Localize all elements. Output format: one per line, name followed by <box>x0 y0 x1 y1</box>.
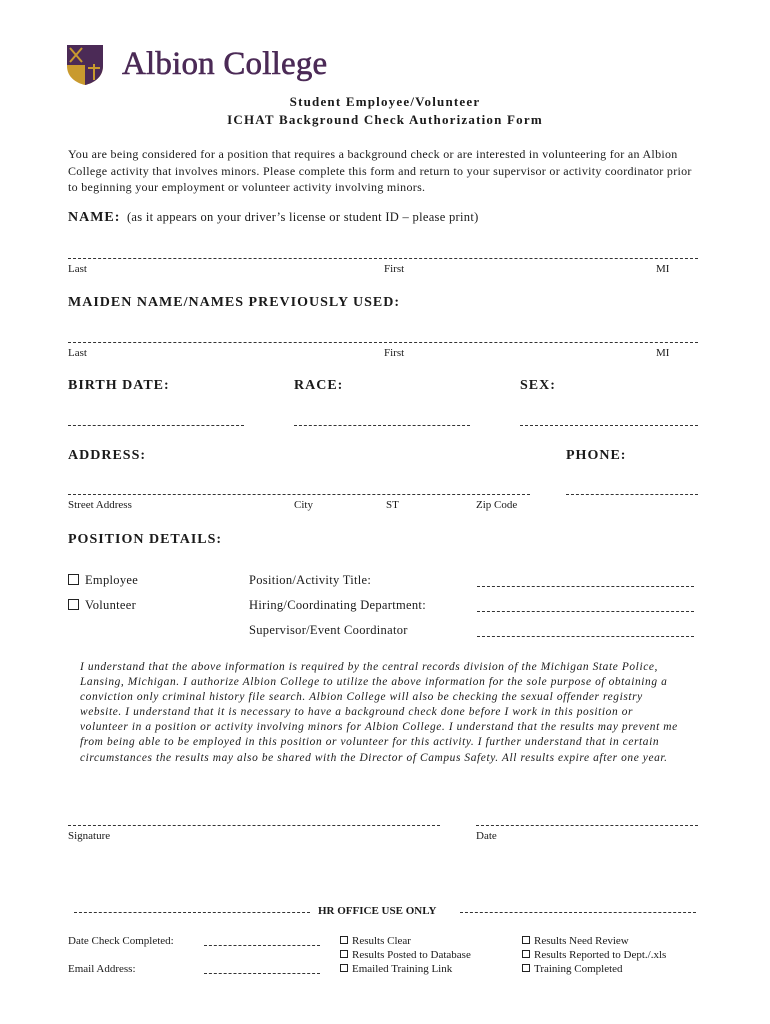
maiden-input-line[interactable] <box>68 342 698 343</box>
authorization-statement: I understand that the above information is required by the central records division of the Michigan State Police, Lansing, Michigan. I authorize Albion College to utilize the above information for the sole purpose of obtaining a conviction only criminal history file search. Albion College will also be checking the sexual offender registry website. I understand that it is necessary to have a background check done before I work in this position or volunteer in a position or activity involving minors for Albion College. I understand that the results may prevent me from being able to be employed in this position or volunteer for this activity. I further understand that in certain circumstances the results may also be shared with the Director of Campus Safety. All results expire after one year. <box>80 661 678 764</box>
shield-icon <box>66 44 104 86</box>
employee-option[interactable] <box>68 573 138 588</box>
volunteer-label: Volunteer <box>85 598 137 612</box>
form-title-line1: Student Employee/Volunteer <box>289 94 481 109</box>
position-heading: POSITION DETAILS: <box>68 532 223 547</box>
maiden-heading: MAIDEN NAME/NAMES PREVIOUSLY USED: <box>68 295 401 310</box>
birth-date-heading: BIRTH DATE: <box>68 378 170 393</box>
address-input-line[interactable] <box>68 494 530 495</box>
results-reported-label: Results Reported to Dept./.xls <box>534 949 667 961</box>
name-input-line[interactable] <box>68 258 698 259</box>
emailed-training-label: Emailed Training Link <box>352 963 453 975</box>
position-title-label: Position/Activity Title: <box>249 573 372 587</box>
training-completed-option[interactable] <box>522 963 623 975</box>
volunteer-option[interactable] <box>68 598 136 613</box>
name-instruction: (as it appears on your driver’s license or student ID – please print) <box>126 210 479 224</box>
hr-divider-right <box>460 912 696 913</box>
name-heading-row <box>68 210 479 226</box>
sex-input-line[interactable] <box>520 425 698 426</box>
maiden-last-label: Last <box>68 347 87 359</box>
phone-input-line[interactable] <box>566 494 698 495</box>
name-heading: NAME: <box>68 210 121 225</box>
volunteer-checkbox[interactable] <box>68 599 79 610</box>
training-completed-checkbox[interactable] <box>522 964 530 972</box>
birth-date-input-line[interactable] <box>68 425 244 426</box>
zip-label: Zip Code <box>476 499 518 511</box>
date-label: Date <box>476 830 497 842</box>
intro-paragraph: You are being considered for a position that requires a background check or are interested in volunteering for an Albion College activity that involves minors. Please complete this form and return to your supervisor or activity coordinator prior to beginning your employment or volunteer activity involving minors. <box>68 147 692 194</box>
albion-logo <box>66 44 336 86</box>
race-input-line[interactable] <box>294 425 470 426</box>
department-input-line[interactable] <box>477 611 694 612</box>
results-posted-label: Results Posted to Database <box>352 949 471 961</box>
results-posted-option[interactable] <box>340 949 471 961</box>
hr-office-label: HR OFFICE USE ONLY <box>318 905 437 917</box>
date-check-label: Date Check Completed: <box>68 935 174 947</box>
emailed-training-option[interactable] <box>340 963 452 975</box>
position-title-input-line[interactable] <box>477 586 694 587</box>
name-first-label: First <box>384 263 405 275</box>
maiden-first-label: First <box>384 347 405 359</box>
supervisor-label: Supervisor/Event Coordinator <box>249 623 408 637</box>
results-clear-option[interactable] <box>340 935 411 947</box>
logo-text: Albion College <box>122 46 328 82</box>
street-label: Street Address <box>68 499 132 511</box>
hr-divider-left <box>74 912 310 913</box>
maiden-mi-label: MI <box>656 347 670 359</box>
race-heading: RACE: <box>294 378 344 393</box>
results-clear-checkbox[interactable] <box>340 936 348 944</box>
supervisor-input-line[interactable] <box>477 636 694 637</box>
training-completed-label: Training Completed <box>534 963 623 975</box>
employee-checkbox[interactable] <box>68 574 79 585</box>
email-input-line[interactable] <box>204 973 320 974</box>
email-label: Email Address: <box>68 963 136 975</box>
results-review-label: Results Need Review <box>534 935 629 947</box>
state-label: ST <box>386 499 399 511</box>
date-input-line[interactable] <box>476 825 698 826</box>
results-clear-label: Results Clear <box>352 935 411 947</box>
results-reported-checkbox[interactable] <box>522 950 530 958</box>
results-reported-option[interactable] <box>522 949 666 961</box>
results-review-option[interactable] <box>522 935 629 947</box>
form-title-line2: ICHAT Background Check Authorization Form <box>227 112 543 127</box>
name-last-label: Last <box>68 263 87 275</box>
phone-heading: PHONE: <box>566 448 627 463</box>
signature-label: Signature <box>68 830 111 842</box>
signature-input-line[interactable] <box>68 825 440 826</box>
sex-heading: SEX: <box>520 378 556 393</box>
employee-label: Employee <box>85 573 139 587</box>
city-label: City <box>294 499 313 511</box>
results-review-checkbox[interactable] <box>522 936 530 944</box>
address-heading: ADDRESS: <box>68 448 147 463</box>
emailed-training-checkbox[interactable] <box>340 964 348 972</box>
date-check-input-line[interactable] <box>204 945 320 946</box>
department-label: Hiring/Coordinating Department: <box>249 598 426 612</box>
results-posted-checkbox[interactable] <box>340 950 348 958</box>
name-mi-label: MI <box>656 263 670 275</box>
